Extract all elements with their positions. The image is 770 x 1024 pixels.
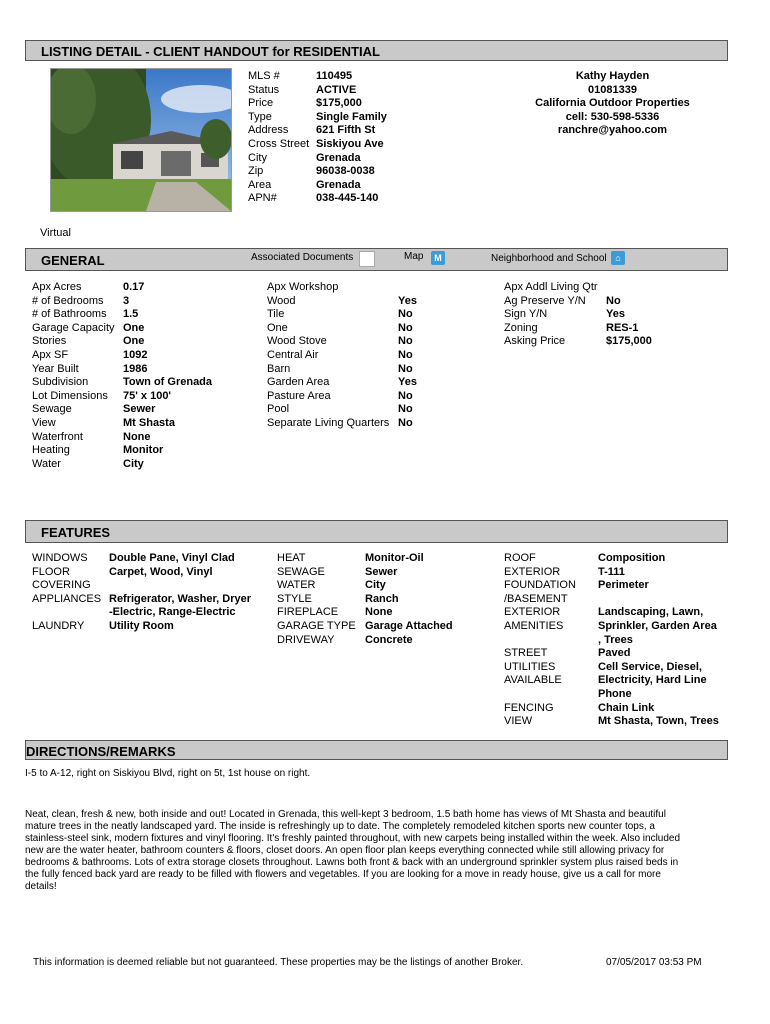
field-label: AVAILABLE — [504, 674, 562, 687]
field-row — [248, 97, 387, 111]
field-label: Area — [248, 178, 272, 191]
field-value: Grenada — [316, 178, 361, 191]
agent-contact — [520, 70, 705, 138]
neighborhood-school-link[interactable]: Neighborhood and School — [491, 253, 607, 264]
field-value: No — [398, 321, 413, 334]
features-column-1 — [32, 552, 251, 634]
field-value: Sprinkler, Garden Area — [598, 619, 717, 632]
field-label: Wood Stove — [267, 335, 327, 348]
general-column-3 — [504, 281, 652, 349]
remarks-bar — [25, 740, 728, 760]
field-label: Sewage — [32, 403, 72, 416]
field-row — [504, 715, 719, 729]
field-value: $175,000 — [606, 335, 652, 348]
field-row — [267, 403, 417, 417]
field-label: SEWAGE — [277, 565, 325, 578]
field-label: STREET — [504, 647, 548, 660]
field-label: Central Air — [267, 348, 319, 361]
field-row — [32, 322, 212, 336]
field-value: Yes — [398, 376, 417, 389]
field-value: Double Pane, Vinyl Clad — [109, 552, 235, 564]
page-title: LISTING DETAIL - CLIENT HANDOUT for RESIDENTIAL — [41, 44, 380, 59]
field-label: UTILITIES — [504, 660, 556, 673]
field-value: 75' x 100' — [123, 389, 172, 402]
field-value: Grenada — [316, 151, 361, 164]
field-value: 96038-0038 — [316, 165, 375, 178]
field-value: 1.5 — [123, 308, 139, 321]
field-label: Price — [248, 97, 274, 110]
school-icon[interactable]: ⌂ — [611, 251, 625, 265]
field-value: 038-445-140 — [316, 192, 379, 205]
remarks-line: stainless-steel sink, modern fixtures and vinyl flooring. It's freshly painted throughout, with new carpets being installed within the week. Also included — [25, 833, 681, 844]
field-label: Zoning — [504, 321, 538, 334]
field-value: Utility Room — [109, 619, 174, 632]
field-value: Carpet, Wood, Vinyl — [109, 565, 213, 578]
field-row — [32, 335, 212, 349]
field-value: Monitor-Oil — [365, 552, 424, 564]
map-link[interactable]: Map — [404, 251, 424, 262]
listing-summary — [248, 70, 387, 206]
remarks-line: new are the water heater, bathroom counters & floors, closet doors. An open floor plan keeps everything connected while still allowing privacy for — [25, 845, 665, 856]
general-column-2 — [267, 281, 417, 431]
field-row — [504, 620, 719, 634]
field-label: Lot Dimensions — [32, 389, 108, 402]
field-value: No — [398, 348, 413, 361]
field-label: View — [32, 416, 56, 429]
field-row — [32, 376, 212, 390]
field-row — [504, 552, 719, 566]
field-value: $175,000 — [316, 97, 362, 110]
field-label: MLS # — [248, 70, 280, 82]
field-value: Concrete — [365, 633, 413, 646]
field-value: Perimeter — [598, 579, 649, 592]
field-label: VIEW — [504, 715, 533, 728]
field-value: No — [398, 389, 413, 402]
field-label: Status — [248, 83, 280, 96]
field-row — [32, 606, 251, 620]
field-label: LAUNDRY — [32, 619, 85, 632]
remarks-line: the fully fenced back yard are ready to be filled with flowers and vegetables. If you are looking for a move in ready house, give us a call for more — [25, 869, 661, 880]
field-label: Waterfront — [32, 430, 83, 443]
field-label: WINDOWS — [32, 552, 88, 564]
section-title-general: GENERAL — [41, 253, 105, 268]
field-value: 1092 — [123, 348, 148, 361]
field-value: City — [365, 579, 386, 592]
field-value: No — [606, 294, 621, 307]
field-label: EXTERIOR — [504, 565, 561, 578]
field-label: # of Bathrooms — [32, 308, 107, 321]
field-value: ACTIVE — [316, 83, 357, 96]
field-label: FIREPLACE — [277, 606, 339, 619]
field-label: City — [248, 151, 267, 164]
field-row — [504, 688, 719, 702]
field-value: 621 Fifth St — [316, 124, 376, 137]
features-bar — [25, 520, 728, 543]
field-label: Sign Y/N — [504, 308, 548, 321]
field-row — [32, 403, 212, 417]
field-label: Subdivision — [32, 376, 89, 389]
field-value: Ranch — [365, 592, 399, 605]
field-value: Paved — [598, 647, 631, 660]
field-label: DRIVEWAY — [277, 633, 335, 646]
field-row — [32, 281, 212, 295]
field-label: Stories — [32, 335, 67, 348]
field-value: Yes — [606, 308, 625, 321]
field-value: T-111 — [598, 565, 625, 578]
field-label: Apx SF — [32, 348, 69, 361]
field-row — [267, 335, 417, 349]
field-row — [504, 674, 719, 688]
field-row — [504, 295, 652, 309]
field-value: Sewer — [123, 403, 156, 416]
field-row — [248, 138, 387, 152]
field-value: Cell Service, Diesel, — [598, 660, 702, 673]
field-label: Type — [248, 110, 272, 123]
section-title-features: FEATURES — [41, 525, 111, 540]
field-value: 3 — [123, 294, 130, 307]
general-column-1 — [32, 281, 212, 471]
field-row — [32, 579, 251, 593]
field-row — [32, 363, 212, 377]
field-value: Town of Grenada — [123, 376, 213, 389]
footer-timestamp: 07/05/2017 03:53 PM — [606, 957, 702, 968]
field-value: , Trees — [598, 633, 633, 646]
field-row — [267, 363, 417, 377]
house-photo-image — [51, 69, 231, 211]
field-row — [32, 593, 251, 607]
remarks-line: details! — [25, 881, 57, 892]
field-value: RES-1 — [606, 321, 639, 334]
field-label: ROOF — [504, 552, 536, 564]
field-value: Landscaping, Lawn, — [598, 606, 704, 619]
field-row — [504, 647, 719, 661]
field-value: Electricity, Hard Line — [598, 674, 707, 687]
field-row — [504, 634, 719, 648]
field-label: Cross Street — [248, 137, 310, 150]
directions-text: I-5 to A-12, right on Siskiyou Blvd, right on 5t, 1st house on right. — [25, 768, 311, 779]
field-row — [32, 444, 212, 458]
field-row — [32, 431, 212, 445]
photo-caption[interactable]: Virtual — [40, 227, 71, 239]
field-label: EXTERIOR — [504, 606, 561, 619]
field-value: Sewer — [365, 565, 398, 578]
field-label: APN# — [248, 192, 277, 205]
field-row — [267, 349, 417, 363]
field-row — [267, 281, 417, 295]
field-row — [504, 566, 719, 580]
remarks-line: Neat, clean, fresh & new, both inside and out! Located in Grenada, this well-kept 3 bedroom, 1.5 bath home has views of Mt Shasta and beautiful — [25, 809, 666, 820]
agent-name: Kathy Hayden — [575, 70, 650, 82]
field-value: 110495 — [316, 70, 353, 82]
field-row — [504, 606, 719, 620]
field-label — [504, 634, 598, 648]
field-label: # of Bedrooms — [32, 294, 104, 307]
field-row — [277, 620, 453, 634]
field-value: Mt Shasta — [123, 416, 175, 429]
field-value: Siskiyou Ave — [316, 137, 384, 150]
field-row — [504, 281, 652, 295]
field-label: HEAT — [277, 552, 306, 564]
features-column-2 — [277, 552, 453, 647]
field-value: City — [123, 457, 144, 470]
field-label: AMENITIES — [504, 619, 564, 632]
field-label: Separate Living Quarters — [267, 416, 390, 429]
field-label: One — [267, 321, 288, 334]
field-row — [32, 390, 212, 404]
field-row — [32, 458, 212, 472]
field-label: Pool — [267, 403, 290, 416]
field-row — [504, 593, 719, 607]
field-row — [267, 308, 417, 322]
field-value: Mt Shasta, Town, Trees — [598, 715, 719, 728]
field-value: Chain Link — [598, 701, 655, 714]
header-bar — [25, 40, 728, 61]
field-row — [267, 376, 417, 390]
field-row — [248, 84, 387, 98]
field-row — [277, 606, 453, 620]
field-label: Garage Capacity — [32, 321, 115, 334]
field-row — [277, 579, 453, 593]
field-row — [248, 70, 387, 84]
field-row — [32, 552, 251, 566]
field-value: No — [398, 416, 413, 429]
field-value: One — [123, 321, 145, 334]
field-value: Refrigerator, Washer, Dryer — [109, 592, 252, 605]
field-row — [32, 308, 212, 322]
agent-email[interactable]: ranchre@yahoo.com — [557, 124, 668, 137]
field-value: No — [398, 335, 413, 348]
field-row — [504, 308, 652, 322]
field-row — [248, 124, 387, 138]
agent-company: California Outdoor Properties — [535, 97, 690, 110]
field-row — [277, 566, 453, 580]
field-label: GARAGE TYPE — [277, 619, 356, 632]
field-label: FOUNDATION — [504, 579, 576, 592]
field-label: Apx Addl Living Qtr — [504, 281, 598, 293]
features-column-3 — [504, 552, 719, 729]
field-value: No — [398, 403, 413, 416]
field-row — [277, 593, 453, 607]
field-label: FENCING — [504, 701, 554, 714]
section-title-remarks: DIRECTIONS/REMARKS — [26, 744, 176, 759]
field-row — [32, 349, 212, 363]
field-row — [277, 634, 453, 648]
field-label: WATER — [277, 579, 316, 592]
documents-checkbox[interactable] — [359, 251, 375, 267]
field-row — [248, 179, 387, 193]
associated-documents-link[interactable]: Associated Documents — [251, 252, 354, 263]
field-row — [248, 165, 387, 179]
field-label: Water — [32, 457, 61, 470]
field-label: Pasture Area — [267, 389, 331, 402]
field-value: -Electric, Range-Electric — [109, 606, 236, 619]
remarks-line: mature trees in the neatly landscaped yard. The inside is refreshingly up to date. The completely remodeled kitchen sports new counter tops, a — [25, 821, 655, 832]
agent-license: 01081339 — [588, 83, 637, 96]
field-row — [32, 566, 251, 580]
field-label: Wood — [267, 294, 296, 307]
general-bar — [25, 248, 728, 271]
field-value: Yes — [398, 294, 417, 307]
field-value: 0.17 — [123, 281, 145, 293]
property-photo[interactable] — [50, 68, 232, 212]
field-label: Asking Price — [504, 335, 566, 348]
field-label: Barn — [267, 362, 291, 375]
field-value: No — [398, 308, 413, 321]
field-row — [267, 390, 417, 404]
field-value: None — [123, 430, 151, 443]
field-label: Tile — [267, 308, 285, 321]
field-row — [267, 295, 417, 309]
footer-disclaimer: This information is deemed reliable but not guaranteed. These properties may be the listings of another Broker. — [33, 957, 524, 968]
field-row — [504, 322, 652, 336]
field-row — [32, 417, 212, 431]
agent-cell: cell: 530-598-5336 — [565, 110, 660, 123]
field-label: /BASEMENT — [504, 592, 568, 605]
field-row — [248, 111, 387, 125]
field-value: One — [123, 335, 145, 348]
remarks-paragraph — [25, 809, 745, 893]
field-value: No — [398, 362, 413, 375]
field-label: Zip — [248, 165, 264, 178]
field-label: Address — [248, 124, 289, 137]
field-row — [504, 661, 719, 675]
field-value: 1986 — [123, 362, 148, 375]
field-label — [32, 606, 109, 620]
field-label — [504, 688, 598, 702]
field-value: Phone — [598, 687, 632, 700]
field-row — [267, 417, 417, 431]
field-row — [32, 295, 212, 309]
field-label: Apx Acres — [32, 281, 82, 293]
field-label: Apx Workshop — [267, 281, 339, 293]
map-icon[interactable]: M — [431, 251, 445, 265]
field-value: Monitor — [123, 444, 164, 457]
field-row — [504, 579, 719, 593]
field-label: Year Built — [32, 362, 79, 375]
field-value: Composition — [598, 552, 666, 564]
field-value: Garage Attached — [365, 619, 453, 632]
field-label: APPLIANCES — [32, 592, 102, 605]
remarks-line: bedrooms & bathrooms. Lots of extra storage closets throughout. Lawns both front & back with an underground sprinkler system plus raised beds in — [25, 857, 679, 868]
field-label: Ag Preserve Y/N — [504, 294, 586, 307]
field-row — [248, 152, 387, 166]
field-row — [32, 620, 251, 634]
field-label: STYLE — [277, 592, 312, 605]
field-row — [277, 552, 453, 566]
field-label: Heating — [32, 444, 70, 457]
field-row — [267, 322, 417, 336]
field-row — [504, 335, 652, 349]
field-value: Single Family — [316, 110, 387, 123]
field-label: Garden Area — [267, 376, 330, 389]
field-row — [504, 702, 719, 716]
field-row — [248, 192, 387, 206]
field-value: None — [365, 606, 393, 619]
field-label: COVERING — [32, 579, 91, 592]
field-label: FLOOR — [32, 565, 70, 578]
